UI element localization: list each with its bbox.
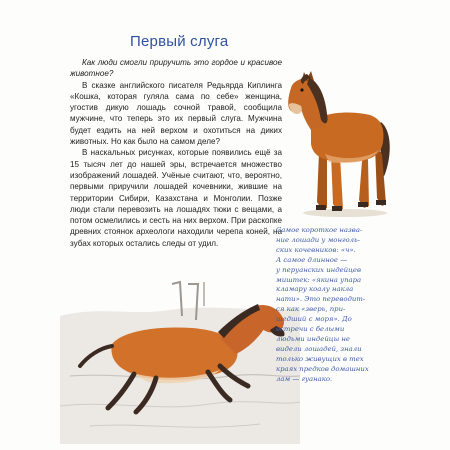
intro-question: Как люди смогли приручить это гордое и красивое животное?: [70, 58, 282, 79]
sidebar-line: людьми индейцы не: [276, 334, 351, 343]
sidebar-line: Самое короткое назва-: [276, 226, 363, 234]
sidebar-line: ских кочевников: «ч».: [276, 245, 356, 254]
sidebar-line: видели лошадей, знали: [276, 344, 362, 353]
cave-painting-horse-illustration: [60, 276, 300, 444]
standing-horse-illustration: [285, 70, 395, 220]
sidebar-line: ся как «зверь, при-: [276, 305, 346, 314]
sidebar-fact: [276, 226, 380, 385]
sidebar-line: только живущих в тех: [276, 354, 364, 363]
body-text: [70, 57, 282, 249]
sidebar-line: у перуанских индейцев: [276, 265, 362, 274]
sidebar-line: встречи с белыми: [276, 325, 345, 334]
sidebar-line: шедший с моря». До: [276, 315, 352, 324]
sidebar-line: миштек: «якина упара: [276, 275, 362, 284]
sidebar-line: кламару коалу накла: [276, 285, 354, 294]
paragraph-kipling: В сказке английского писателя Редьярда Киплинга «Кошка, которая гуляла сама по себе» женщина, угостив дикую лошадь сочной травой, сообщила мужчине, что теперь это их первый слуга. Мужчина будет ездить на ней верхом и охотиться на диких животных. Но как было на самом деле?: [70, 80, 282, 147]
sidebar-line: А самое длинное —: [276, 255, 348, 264]
paragraph-cave-drawings: В наскальных рисунках, которые появились ещё за 15 тысяч лет до нашей эры, встречается множество изображений лошадей. Учёные считают, что, вероятно, первыми приручили лошадей кочевники, жившие на территории Сибири, Казахстана и Монголии. Позже люди стали перевозить на лошадях тюки с вещами, а потом осмелились и сесть на них верхом. При раскопке древних стоянок археологи находили черепа коней, на зубах которых остались следы от удил.: [70, 148, 282, 248]
sidebar-line: нати». Это переводит-: [276, 295, 366, 304]
sidebar-line: краях предков домашних: [276, 364, 369, 373]
sidebar-line: ние лошади у монголь-: [276, 235, 361, 244]
page-title: Первый слуга: [130, 33, 229, 50]
sidebar-line: лам — гуанако.: [276, 374, 333, 383]
